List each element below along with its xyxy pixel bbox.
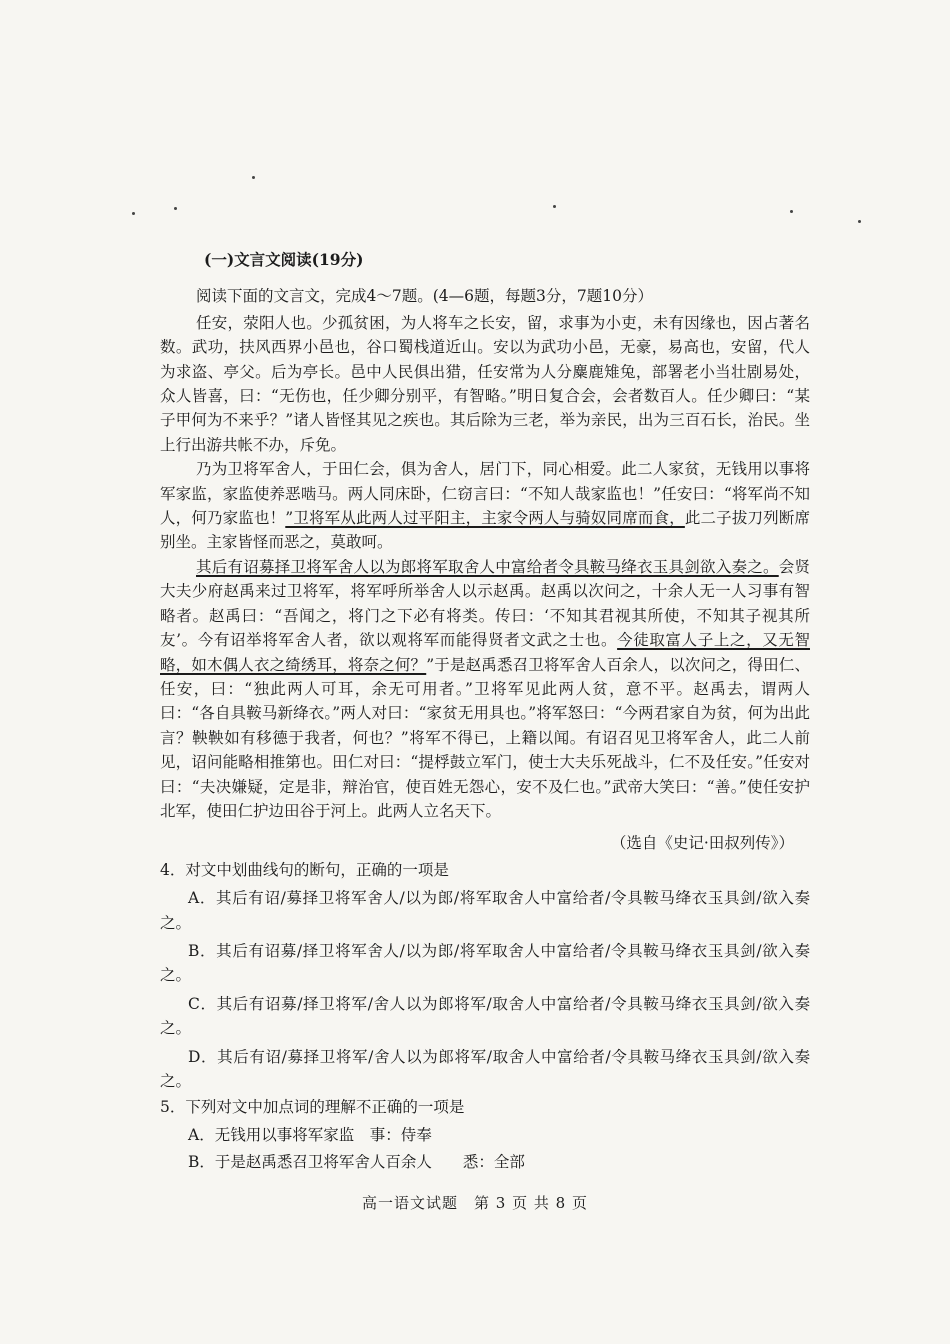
passage-source: （选自《史记·田叔列传》） <box>610 834 794 853</box>
exam-page <box>160 248 810 1175</box>
question-4-stem: 4．对文中划曲线句的断句，正确的一项是 <box>160 860 449 879</box>
underlined-sentence: ”卫将军从此两人过平阳主，主家令两人与骑奴同席而食， <box>285 509 685 528</box>
scan-speck <box>553 205 556 208</box>
passage-text: ”于是赵禹悉召卫将军舍人百余人，以次问之，得田仁、任安，曰：“独此两人可耳，余无可用者。”卫将军见此两人贫，意不平。赵禹去，谓两人曰：“各自具鞍马新绛衣。”两人对曰：“家贫无用具也。”将军怒曰：“今两君家自为贫，何为出此言？鞅鞅如有移德于我者，何也？”将军不得已，上籍以闻。有诏召见卫将军舍人，此二人前见，诏问能略相推第也。田仁对曰：“提桴鼓立军门，使士大夫乐死战斗，仁不及任安。”任安对曰：“夫决嫌疑，定是非，辩治官，使百姓无怨心，安不及仁也。”武帝大笑曰：“善。”使任安护北军，使田仁护边田谷于河上。此两人立名天下。 <box>160 655 810 820</box>
question-4-option-b: B．其后有诏募/择卫将军舍人/以为郎/将军取舍人中富给者/令具鞍马绛衣玉具剑/欲入奏之。 <box>160 941 810 985</box>
passage-paragraph-3 <box>160 555 810 823</box>
passage-text: 此二子拔刀列断席别坐。主家皆怪而恶之，莫敢呵。 <box>160 509 810 552</box>
scan-speck <box>790 210 793 213</box>
passage-paragraph-1 <box>160 311 810 457</box>
underlined-sentence: 今徒取富人子上之，又无智略，如木偶人衣之绮绣耳，将奈之何？ <box>160 631 810 674</box>
scan-speck <box>252 176 255 179</box>
scan-speck <box>858 220 861 223</box>
passage-paragraph-2 <box>160 457 810 555</box>
reading-instruction: 阅读下面的文言文，完成4～7题。(4—6题，每题3分，7题10分） <box>196 287 653 306</box>
question-4-option-d: D．其后有诏/募择卫将军/舍人以为郎将军/取舍人中富给者/令具鞍马绛衣玉具剑/欲入奏之。 <box>160 1047 810 1090</box>
passage-text: 会贤大夫少府赵禹来过卫将军，将军呼所举舍人以示赵禹。赵禹以次问之，十余人无一人习事有智略者。赵禹曰：“吾闻之，将门之下必有将类。传曰：‘不知其君视其所使，不知其子视其所友’。今有诏举将军舍人者，欲以观将军而能得贤者文武之士也。 <box>160 557 810 650</box>
question-4-option-c: C．其后有诏募/择卫将军/舍人以为郎将军/取舍人中富给者/令具鞍马绛衣玉具剑/欲入奏之。 <box>160 994 810 1038</box>
page-footer: 高一语文试题 第 3 页 共 8 页 <box>362 1194 588 1212</box>
question-4-option-a: A．其后有诏/募择卫将军舍人/以为郎/将军取舍人中富给者/令具鞍马绛衣玉具剑/欲入奏之。 <box>160 889 810 932</box>
wavy-underlined-sentence: 其后有诏募择卫将军舍人以为郎将军取舍人中富给者令具鞍马绛衣玉具剑欲入奏之。 <box>196 557 779 576</box>
scan-speck <box>174 207 177 210</box>
passage-text: 任安，荥阳人也。少孤贫困，为人将车之长安，留，求事为小吏，未有因缘也，因占著名数。武功，扶风西界小邑也，谷口蜀栈道近山。安以为武功小邑，无豪，易高也，安留，代人为求盗、亭父。后为亭长。邑中人民俱出猎，任安常为人分麋鹿雉兔，部署老小当壮剧易处，众人皆喜，曰：“无伤也，任少卿分别平，有智略。”明日复合会，会者数百人。任少卿曰：“某子甲何为不来乎？”诸人皆怪其见之疾也。其后除为三老，举为亲民，出为三百石长，治民。坐上行出游共帐不办，斥免。 <box>160 313 810 454</box>
question-5-stem: 5．下列对文中加点词的理解不正确的一项是 <box>160 1098 465 1117</box>
scan-speck <box>132 212 135 215</box>
section-title: (一)文言文阅读(19分) <box>204 250 364 269</box>
question-5-option-b: B．于是赵禹悉召卫将军舍人百余人 悉：全部 <box>188 1153 525 1172</box>
question-5-option-a: A．无钱用以事将军家监 事：侍奉 <box>188 1125 432 1144</box>
passage-text: 乃为卫将军舍人，于田仁会，俱为舍人，居门下，同心相爱。此二人家贫，无钱用以事将军家监，家监使养恶啮马。两人同床卧，仁窃言曰：“不知人哉家监也！”任安曰：“将军尚不知人，何乃家监也！ <box>160 460 810 528</box>
